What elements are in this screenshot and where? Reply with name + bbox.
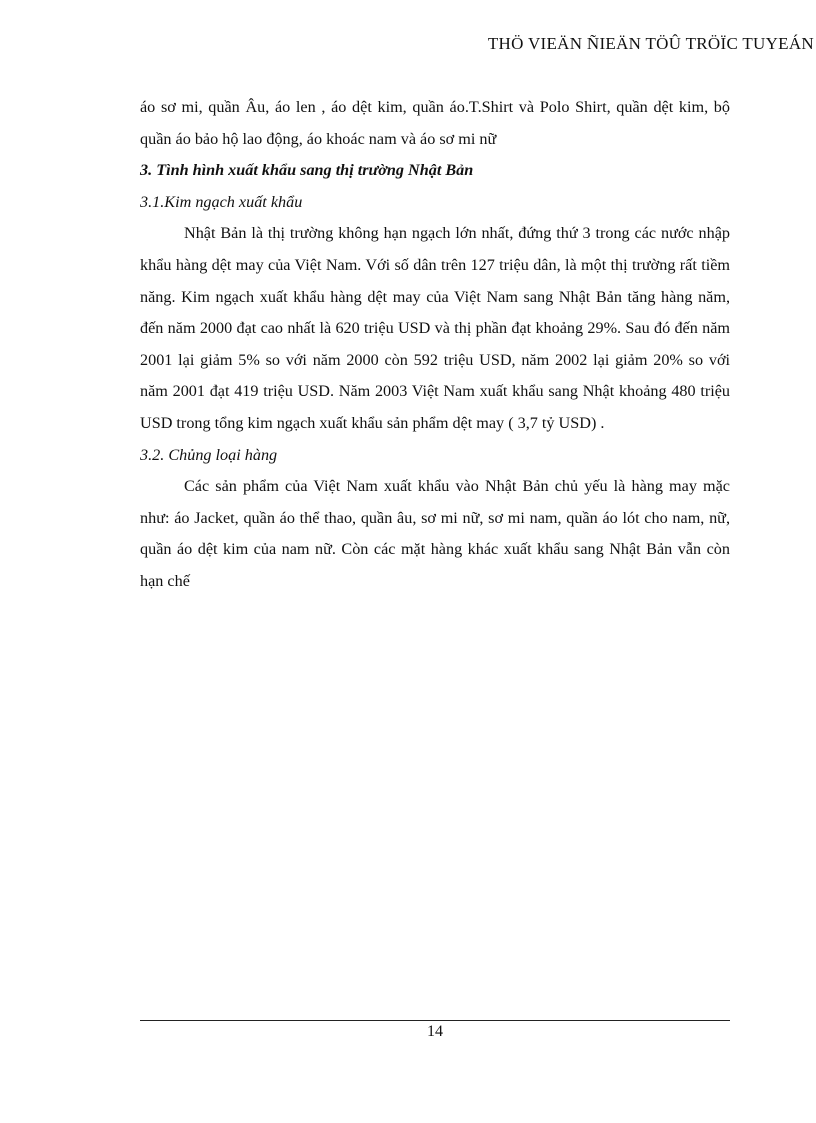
paragraph-continued: áo sơ mi, quần Âu, áo len , áo dệt kim, quần áo.T.Shirt và Polo Shirt, quần dệt kim, bộ quần áo bảo hộ lao động, áo khoác nam và áo sơ mi nữ xyxy=(140,98,730,148)
section-3-heading: 3. Tình hình xuất khẩu sang thị trường Nhật Bản xyxy=(140,161,474,180)
section-3-1-heading: 3.1.Kim ngạch xuất khẩu xyxy=(140,192,303,211)
section-3-2-paragraph: Các sản phẩm của Việt Nam xuất khẩu vào Nhật Bản chủ yếu là hàng may mặc như: áo Jacket, quần áo thể thao, quần âu, sơ mi nữ, sơ mi nam, quần áo lót cho nam, nữ, quần áo dệt kim của nam nữ. Còn các mặt hàng khác xuất khẩu sang Nhật Bản vẫn còn hạn chế xyxy=(140,477,730,590)
section-3-1-paragraph: Nhật Bản là thị trường không hạn ngạch lớn nhất, đứng thứ 3 trong các nước nhập khẩu hàng dệt may của Việt Nam. Với số dân trên 127 triệu dân, là một thị trường rất tiềm năng. Kim ngạch xuất khẩu hàng dệt may của Việt Nam sang Nhật Bản tăng hàng năm, đến năm 2000 đạt cao nhất là 620 triệu USD và thị phần đạt khoảng 29%. Sau đó đến năm 2001 lại giảm 5% so với năm 2000 còn 592 triệu USD, năm 2002 lại giảm 20% so với năm 2001 đạt 419 triệu USD. Năm 2003 Việt Nam xuất khẩu sang Nhật khoảng 480 triệu USD trong tổng kim ngạch xuất khẩu sản phẩm dệt may ( 3,7 tỷ USD) . xyxy=(140,224,730,432)
footer-divider xyxy=(140,1020,730,1021)
page-number: 14 xyxy=(427,1023,443,1040)
running-header: THÖ VIEÄN ÑIEÄN TÖÛ TRÖÏC TUYEÁN xyxy=(487,34,814,53)
document-body xyxy=(140,92,730,598)
section-3-2-heading: 3.2. Chủng loại hàng xyxy=(140,445,278,464)
